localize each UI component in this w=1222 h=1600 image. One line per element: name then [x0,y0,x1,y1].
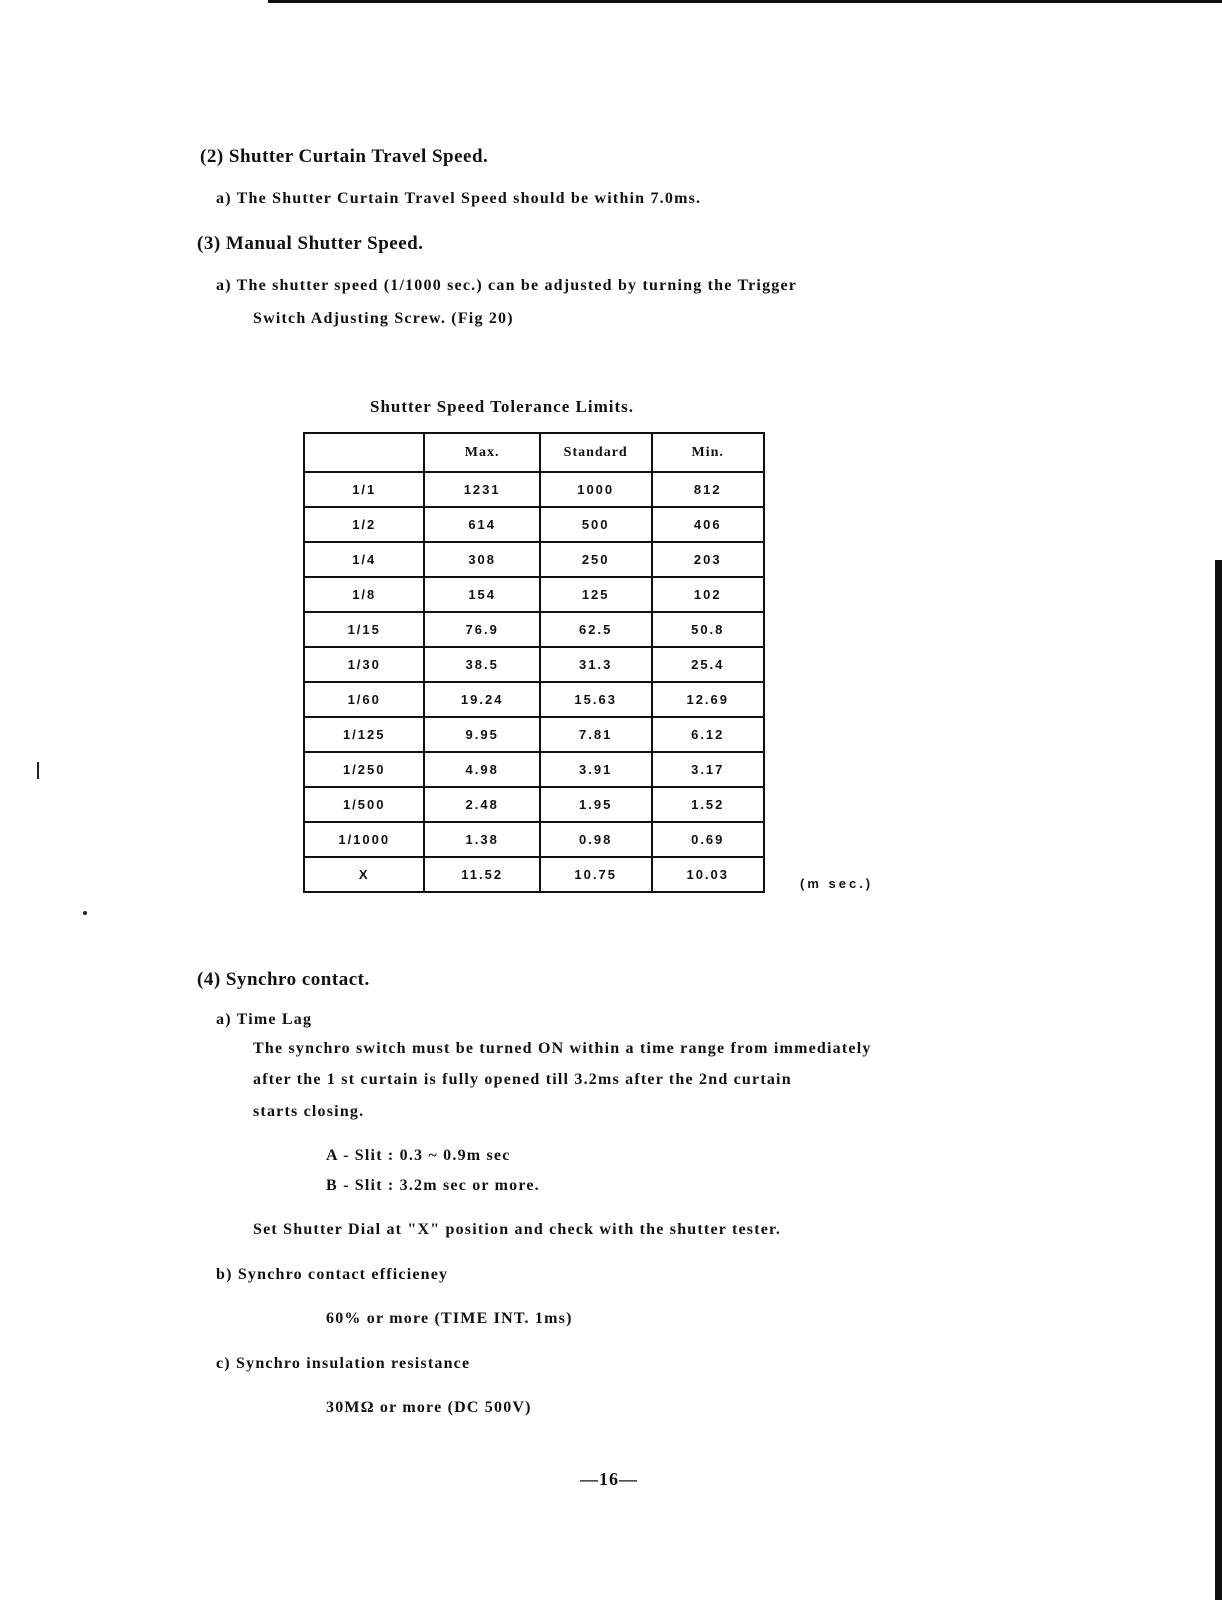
section-4-item-a-line-2: after the 1 st curtain is fully opened till 3.2ms after the 2nd curtain [253,1071,792,1088]
table-cell: 3.91 [540,752,652,787]
table-caption: Shutter Speed Tolerance Limits. [370,397,634,416]
table-cell: 308 [424,542,539,577]
top-border-line [268,0,1222,3]
table-row [304,612,764,647]
check-note: Set Shutter Dial at "X" position and check with the shutter tester. [253,1221,782,1238]
table-row [304,857,764,892]
table-cell: 203 [652,542,765,577]
table-header-cell: Min. [652,433,765,472]
right-scan-edge [1215,560,1222,1600]
table-cell: 250 [540,542,652,577]
table-unit-note: (m sec.) [800,876,874,891]
table-cell: 9.95 [424,717,539,752]
table-row [304,822,764,857]
table-cell: 10.03 [652,857,765,892]
section-3-heading: (3) Manual Shutter Speed. [197,233,424,254]
section-2-item-a: a) The Shutter Curtain Travel Speed should be within 7.0ms. [216,190,702,207]
table-cell: 1/1 [304,472,424,507]
table-header-cell: Standard [540,433,652,472]
table-cell: 1/4 [304,542,424,577]
table-cell: X [304,857,424,892]
table-cell: 1231 [424,472,539,507]
section-4-item-b-title: b) Synchro contact efficieney [216,1266,449,1283]
section-4-item-c-title: c) Synchro insulation resistance [216,1355,471,1372]
scan-dot [83,911,87,915]
table-cell: 812 [652,472,765,507]
table-cell: 1/500 [304,787,424,822]
slit-b-spec: B - Slit : 3.2m sec or more. [326,1177,540,1194]
table-cell: 1/1000 [304,822,424,857]
table-cell: 0.98 [540,822,652,857]
table-row [304,577,764,612]
section-4-item-a-title: a) Time Lag [216,1011,313,1028]
section-3-item-a-line-2: Switch Adjusting Screw. (Fig 20) [253,310,514,327]
table-cell: 406 [652,507,765,542]
table-cell: 15.63 [540,682,652,717]
table-row [304,717,764,752]
table-row [304,787,764,822]
table-row [304,647,764,682]
table-cell: 38.5 [424,647,539,682]
table-cell: 1/250 [304,752,424,787]
table-row [304,682,764,717]
section-4-item-c-value: 30MΩ or more (DC 500V) [326,1399,532,1416]
table-header-cell [304,433,424,472]
table-cell: 4.98 [424,752,539,787]
table-header-cell: Max. [424,433,539,472]
section-4-heading: (4) Synchro contact. [197,969,370,990]
table-cell: 1/8 [304,577,424,612]
table-cell: 500 [540,507,652,542]
table-cell: 154 [424,577,539,612]
table-cell: 62.5 [540,612,652,647]
table-cell: 0.69 [652,822,765,857]
table-cell: 614 [424,507,539,542]
table-cell: 31.3 [540,647,652,682]
section-4-item-b-value: 60% or more (TIME INT. 1ms) [326,1310,573,1327]
table-cell: 1/15 [304,612,424,647]
table-cell: 1/60 [304,682,424,717]
page-number: —16— [580,1469,638,1489]
table-cell: 3.17 [652,752,765,787]
table-cell: 76.9 [424,612,539,647]
table-cell: 1/125 [304,717,424,752]
scan-mark [37,762,39,779]
table-cell: 10.75 [540,857,652,892]
table-cell: 2.48 [424,787,539,822]
table-cell: 12.69 [652,682,765,717]
table-cell: 1/2 [304,507,424,542]
table-cell: 1.95 [540,787,652,822]
table-header-row [304,433,764,472]
table-cell: 1.38 [424,822,539,857]
table-cell: 25.4 [652,647,765,682]
table-cell: 102 [652,577,765,612]
table-row [304,507,764,542]
slit-a-spec: A - Slit : 0.3 ~ 0.9m sec [326,1147,511,1164]
table-cell: 125 [540,577,652,612]
section-3-item-a-line-1: a) The shutter speed (1/1000 sec.) can be adjusted by turning the Trigger [216,277,798,294]
table-cell: 1000 [540,472,652,507]
table-row [304,542,764,577]
table-cell: 50.8 [652,612,765,647]
section-4-item-a-line-1: The synchro switch must be turned ON within a time range from immediately [253,1040,872,1057]
table-cell: 1/30 [304,647,424,682]
section-4-item-a-line-3: starts closing. [253,1103,365,1120]
tolerance-table [303,432,765,893]
section-2-heading: (2) Shutter Curtain Travel Speed. [200,146,489,167]
table-cell: 19.24 [424,682,539,717]
table-cell: 1.52 [652,787,765,822]
table-cell: 11.52 [424,857,539,892]
table-cell: 7.81 [540,717,652,752]
table-cell: 6.12 [652,717,765,752]
table-row [304,752,764,787]
table-row [304,472,764,507]
